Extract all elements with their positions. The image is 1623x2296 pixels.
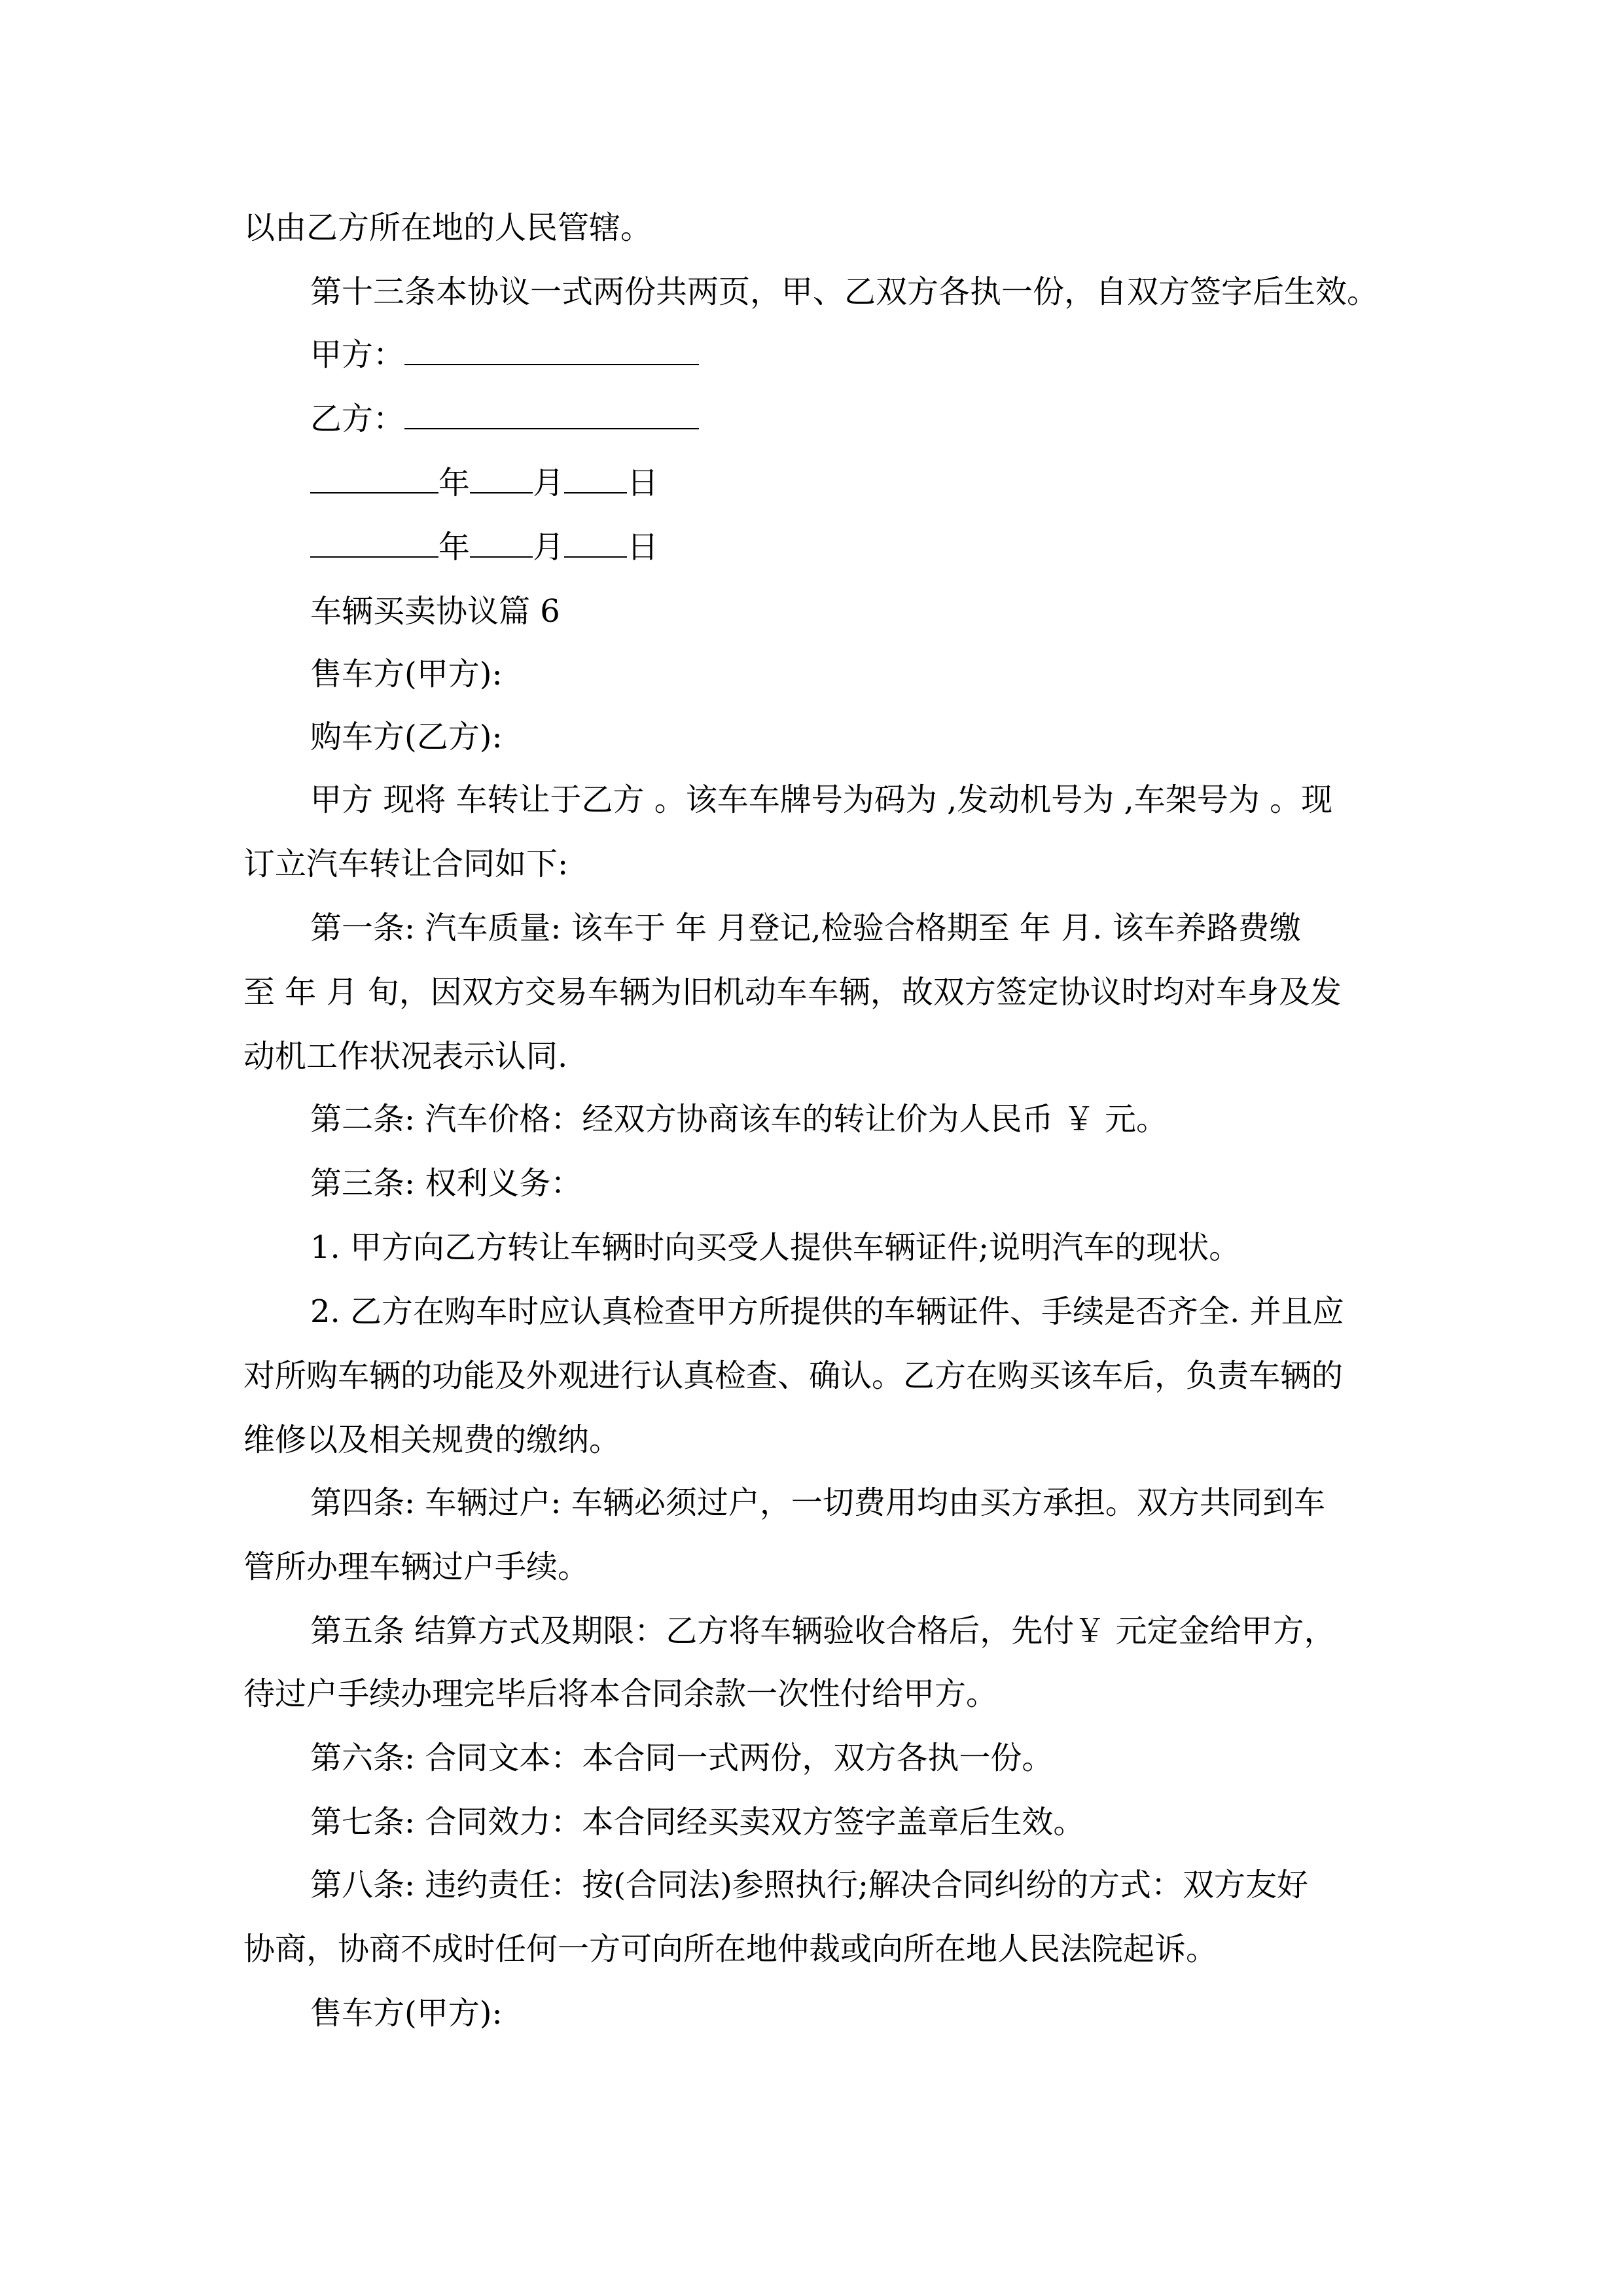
party-a-label: 甲方： [310, 336, 405, 373]
month-blank [470, 463, 533, 493]
day-blank [564, 463, 627, 493]
day-label: 日 [627, 529, 659, 565]
paragraph-article-4-line-2: 管所办理车辆过户手续。 [243, 1549, 590, 1585]
signature-line-party-a [310, 335, 699, 374]
paragraph-article-5-line-2: 待过户手续办理完毕后将本合同余款一次性付给甲方。 [243, 1676, 998, 1712]
year-label: 年 [438, 465, 471, 501]
month-label: 月 [533, 529, 565, 565]
signature-line-party-b [310, 399, 699, 439]
party-b-label: 乙方： [310, 401, 405, 437]
year-blank [310, 463, 438, 493]
paragraph-item-2-line-3: 维修以及相关规费的缴纳。 [243, 1422, 621, 1458]
party-b-signature-blank [404, 399, 699, 429]
paragraph-jurisdiction-end: 以由乙方所在地的人民管辖。 [243, 209, 652, 246]
paragraph-article-1-line-3: 动机工作状况表示认同. [243, 1038, 568, 1075]
paragraph-article-8-line-2: 协商，协商不成时任何一方可向所在地仲裁或向所在地人民法院起诉。 [243, 1931, 1218, 1967]
year-label: 年 [438, 529, 471, 565]
date-line-1 [310, 463, 658, 503]
paragraph-article-6: 第六条: 合同文本：本合同一式两份，双方各执一份。 [310, 1740, 1054, 1776]
paragraph-article-4-line-1: 第四条: 车辆过户: 车辆必须过户，一切费用均由买方承担。双方共同到车 [310, 1484, 1325, 1521]
paragraph-article-8-line-1: 第八条: 违约责任：按(合同法)参照执行;解决合同纠纷的方式：双方友好 [310, 1867, 1309, 1903]
paragraph-article-13: 第十三条本协议一式两份共两页，甲、乙双方各执一份，自双方签字后生效。 [310, 274, 1379, 310]
date-line-2 [310, 528, 658, 567]
paragraph-article-5-line-1: 第五条 结算方式及期限：乙方将车辆验收合格后，先付￥ 元定金给甲方， [310, 1613, 1336, 1649]
paragraph-article-3: 第三条: 权利义务： [310, 1165, 582, 1202]
paragraph-article-7: 第七条: 合同效力：本合同经买卖双方签字盖章后生效。 [310, 1804, 1085, 1840]
day-label: 日 [627, 465, 659, 501]
seller-signature-label: 售车方(甲方): [310, 1995, 503, 2032]
day-blank [564, 528, 627, 558]
paragraph-item-2-line-1: 2. 乙方在购车时应认真检查甲方所提供的车辆证件、手续是否齐全. 并且应 [310, 1293, 1344, 1330]
paragraph-article-2: 第二条: 汽车价格：经双方协商该车的转让价为人民币 ￥ 元。 [310, 1101, 1168, 1138]
paragraph-item-1: 1. 甲方向乙方转让车辆时向买受人提供车辆证件;说明汽车的现状。 [310, 1229, 1241, 1266]
paragraph-article-1-line-2: 至 年 月 旬，因双方交易车辆为旧机动车车辆，故双方签定协议时均对车身及发 [243, 974, 1342, 1011]
month-blank [470, 528, 533, 558]
party-a-signature-blank [404, 335, 699, 365]
paragraph-article-1-line-1: 第一条: 汽车质量: 该车于 年 月登记,检验合格期至 年 月. 该车养路费缴 [310, 910, 1301, 946]
buyer-label: 购车方(乙方): [310, 719, 503, 755]
year-blank [310, 528, 438, 558]
paragraph-intro-line-1: 甲方 现将 车转让于乙方 。该车车牌号为码为 ,发动机号为 ,车架号为 。现 [310, 781, 1333, 818]
section-heading: 车辆买卖协议篇 6 [310, 593, 560, 630]
paragraph-intro-line-2: 订立汽车转让合同如下: [243, 846, 569, 882]
month-label: 月 [533, 465, 565, 501]
seller-label: 售车方(甲方): [310, 656, 503, 692]
paragraph-item-2-line-2: 对所购车辆的功能及外观进行认真检查、确认。乙方在购买该车后，负责车辆的 [243, 1357, 1344, 1394]
